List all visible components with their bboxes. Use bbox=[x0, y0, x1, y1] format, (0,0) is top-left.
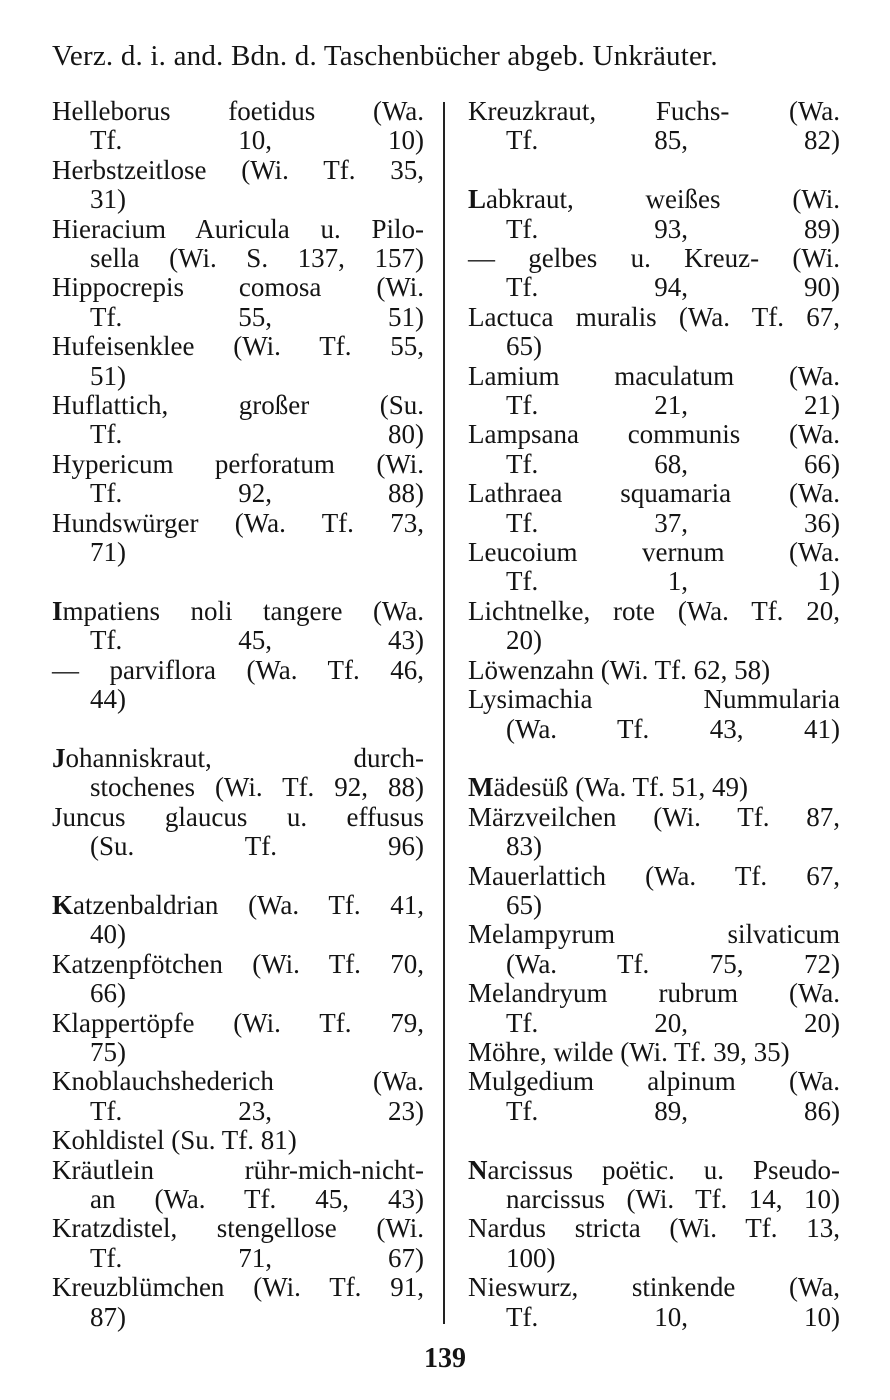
index-entry bbox=[468, 862, 840, 921]
entry-continuation: 71) bbox=[90, 537, 126, 568]
group-spacer bbox=[52, 715, 424, 744]
index-group bbox=[52, 597, 424, 715]
index-column-right bbox=[468, 97, 840, 1332]
entry-continuation: Tf. 20, 20) bbox=[506, 1007, 840, 1038]
index-entry bbox=[52, 273, 424, 332]
entry-line: Lampsana communis (Wa. bbox=[468, 419, 840, 450]
entry-continuation: 66) bbox=[90, 978, 126, 1009]
index-entry bbox=[52, 597, 424, 656]
index-column-left bbox=[52, 97, 424, 1332]
entry-line: Melandryum rubrum (Wa. bbox=[468, 978, 840, 1009]
entry-continuation: Tf. 37, 36) bbox=[506, 507, 840, 538]
entry-continuation: Tf. 21, 21) bbox=[506, 390, 840, 421]
entry-line: Huflattich, großer (Su. bbox=[52, 390, 424, 421]
entry-continuation: Tf. 92, 88) bbox=[90, 478, 424, 509]
index-entry bbox=[468, 1038, 840, 1067]
entry-continuation: Tf. 71, 67) bbox=[90, 1242, 424, 1273]
group-initial-letter: L bbox=[468, 184, 487, 215]
index-entry bbox=[52, 1009, 424, 1068]
entry-line: Juncus glaucus u. effusus bbox=[52, 801, 424, 832]
entry-line: Mädesüß (Wa. Tf. 51, 49) bbox=[468, 772, 748, 803]
entry-line: Lysimachia Nummularia bbox=[468, 684, 840, 715]
entry-line: Lichtnelke, rote (Wa. Tf. 20, bbox=[468, 595, 840, 626]
index-entry bbox=[468, 803, 840, 862]
entry-line: Labkraut, weißes (Wi. bbox=[468, 184, 840, 215]
index-entry bbox=[468, 420, 840, 479]
entry-continuation: 65) bbox=[506, 331, 542, 362]
entry-line: Melampyrum silvaticum bbox=[468, 919, 840, 950]
index-group bbox=[468, 97, 840, 156]
index-entry bbox=[468, 656, 840, 685]
entry-continuation: Tf. 85, 82) bbox=[506, 125, 840, 156]
entry-continuation: Tf. 93, 89) bbox=[506, 213, 840, 244]
entry-line: Impatiens noli tangere (Wa. bbox=[52, 595, 424, 626]
entry-line: Katzenpfötchen (Wi. Tf. 70, bbox=[52, 948, 424, 979]
entry-line: Hufeisenklee (Wi. Tf. 55, bbox=[52, 331, 424, 362]
entry-line: Hieracium Auricula u. Pilo- bbox=[52, 213, 424, 244]
entry-line: — gelbes u. Kreuz- (Wi. bbox=[468, 243, 840, 274]
entry-line: Hundswürger (Wa. Tf. 73, bbox=[52, 507, 424, 538]
index-entry bbox=[468, 97, 840, 156]
entry-continuation: (Wa. Tf. 43, 41) bbox=[506, 713, 840, 744]
entry-line: Mauerlattich (Wa. Tf. 67, bbox=[468, 860, 840, 891]
entry-continuation: Tf. 89, 86) bbox=[506, 1095, 840, 1126]
entry-line: Kreuzblümchen (Wi. Tf. 91, bbox=[52, 1272, 424, 1303]
group-spacer bbox=[468, 156, 840, 185]
entry-line: — parviflora (Wa. Tf. 46, bbox=[52, 654, 424, 685]
entry-continuation: stochenes (Wi. Tf. 92, 88) bbox=[90, 772, 424, 803]
entry-line: Hypericum perforatum (Wi. bbox=[52, 448, 424, 479]
index-entry bbox=[52, 215, 424, 274]
entry-continuation: 87) bbox=[90, 1301, 126, 1332]
entry-continuation: 75) bbox=[90, 1036, 126, 1067]
entry-line: Helleborus foetidus (Wa. bbox=[52, 96, 424, 126]
index-entry bbox=[52, 156, 424, 215]
entry-line: Lamium maculatum (Wa. bbox=[468, 360, 840, 391]
index-entry bbox=[468, 920, 840, 979]
index-entry bbox=[468, 597, 840, 656]
index-entry bbox=[52, 332, 424, 391]
index-entry bbox=[52, 97, 424, 156]
entry-continuation: narcissus (Wi. Tf. 14, 10) bbox=[506, 1183, 840, 1214]
index-entry bbox=[52, 509, 424, 568]
entry-continuation: Tf. 23, 23) bbox=[90, 1095, 424, 1126]
index-entry bbox=[468, 1156, 840, 1215]
index-entry bbox=[52, 1067, 424, 1126]
entry-continuation: Tf. 10, 10) bbox=[506, 1301, 840, 1332]
entry-line: Nardus stricta (Wi. Tf. 13, bbox=[468, 1213, 840, 1244]
entry-line: Märzveilchen (Wi. Tf. 87, bbox=[468, 801, 840, 832]
index-entry bbox=[468, 685, 840, 744]
group-initial-letter: K bbox=[52, 889, 74, 920]
index-group bbox=[468, 1156, 840, 1332]
index-entry bbox=[468, 979, 840, 1038]
index-entry bbox=[52, 744, 424, 803]
index-entry bbox=[52, 891, 424, 950]
index-entry bbox=[468, 538, 840, 597]
entry-line: Hippocrepis comosa (Wi. bbox=[52, 272, 424, 303]
index-entry bbox=[468, 1067, 840, 1126]
entry-continuation: Tf. 1, 1) bbox=[506, 566, 840, 597]
column-divider bbox=[443, 102, 445, 1324]
entry-continuation: Tf. 55, 51) bbox=[90, 301, 424, 332]
entry-line: Möhre, wilde (Wi. Tf. 39, 35) bbox=[468, 1036, 790, 1067]
index-entry bbox=[52, 450, 424, 509]
entry-continuation: an (Wa. Tf. 45, 43) bbox=[90, 1183, 424, 1214]
index-entry bbox=[52, 803, 424, 862]
entry-continuation: (Su. Tf. 96) bbox=[90, 831, 424, 862]
index-entry bbox=[468, 1214, 840, 1273]
entry-line: Klappertöpfe (Wi. Tf. 79, bbox=[52, 1007, 424, 1038]
entry-line: Löwenzahn (Wi. Tf. 62, 58) bbox=[468, 654, 771, 685]
index-entry bbox=[52, 656, 424, 715]
entry-line: Leucoium vernum (Wa. bbox=[468, 537, 840, 568]
index-group bbox=[52, 97, 424, 568]
entry-continuation: Tf. 10, 10) bbox=[90, 125, 424, 156]
entry-continuation: (Wa. Tf. 75, 72) bbox=[506, 948, 840, 979]
entry-continuation: 100) bbox=[506, 1242, 556, 1273]
index-group bbox=[468, 185, 840, 744]
group-spacer bbox=[468, 744, 840, 773]
group-initial-letter: J bbox=[52, 742, 66, 773]
index-group bbox=[468, 773, 840, 1126]
entry-line: Lathraea squamaria (Wa. bbox=[468, 478, 840, 509]
entry-continuation: 44) bbox=[90, 684, 126, 715]
index-entry bbox=[468, 185, 840, 244]
entry-line: Lactuca muralis (Wa. Tf. 67, bbox=[468, 301, 840, 332]
entry-line: Kräutlein rühr-mich-nicht- bbox=[52, 1154, 424, 1185]
index-entry bbox=[52, 1273, 424, 1332]
running-header: Verz. d. i. and. Bdn. d. Taschenbücher abgeb. Unkräuter. bbox=[52, 40, 718, 72]
entry-continuation: 31) bbox=[90, 184, 126, 215]
index-entry bbox=[52, 1126, 424, 1155]
entry-line: Narcissus poëtic. u. Pseudo- bbox=[468, 1154, 840, 1185]
group-spacer bbox=[52, 568, 424, 597]
index-group bbox=[52, 744, 424, 862]
group-spacer bbox=[52, 862, 424, 891]
entry-line: Mulgedium alpinum (Wa. bbox=[468, 1066, 840, 1097]
index-entry bbox=[468, 244, 840, 303]
group-initial-letter: I bbox=[52, 595, 63, 626]
index-entry bbox=[52, 1214, 424, 1273]
entry-line: Kohldistel (Su. Tf. 81) bbox=[52, 1125, 297, 1156]
group-initial-letter: N bbox=[468, 1154, 488, 1185]
page-number: 139 bbox=[424, 1343, 466, 1374]
entry-continuation: Tf. 68, 66) bbox=[506, 448, 840, 479]
entry-line: Johanniskraut, durch- bbox=[52, 742, 424, 773]
entry-line: Nieswurz, stinkende (Wa, bbox=[468, 1272, 840, 1303]
entry-continuation: 65) bbox=[506, 889, 542, 920]
entry-continuation: Tf. 45, 43) bbox=[90, 625, 424, 656]
index-entry bbox=[468, 479, 840, 538]
index-entry bbox=[468, 303, 840, 362]
entry-continuation: sella (Wi. S. 137, 157) bbox=[90, 243, 424, 274]
entry-continuation: Tf. 94, 90) bbox=[506, 272, 840, 303]
index-entry bbox=[468, 362, 840, 421]
index-entry bbox=[468, 1273, 840, 1332]
entry-continuation: Tf. 80) bbox=[90, 419, 424, 450]
group-spacer bbox=[468, 1126, 840, 1155]
index-group bbox=[52, 891, 424, 1332]
entry-continuation: 83) bbox=[506, 831, 542, 862]
group-initial-letter: M bbox=[468, 772, 494, 803]
index-entry bbox=[52, 391, 424, 450]
entry-continuation: 51) bbox=[90, 360, 126, 391]
entry-continuation: 40) bbox=[90, 919, 126, 950]
index-entry bbox=[468, 773, 840, 802]
entry-line: Herbstzeitlose (Wi. Tf. 35, bbox=[52, 154, 424, 185]
entry-line: Knoblauchshederich (Wa. bbox=[52, 1066, 424, 1097]
entry-line: Kreuzkraut, Fuchs- (Wa. bbox=[468, 96, 840, 126]
entry-line: Kratzdistel, stengellose (Wi. bbox=[52, 1213, 424, 1244]
index-entry bbox=[52, 950, 424, 1009]
index-entry bbox=[52, 1156, 424, 1215]
entry-line: Katzenbaldrian (Wa. Tf. 41, bbox=[52, 889, 424, 920]
entry-continuation: 20) bbox=[506, 625, 542, 656]
